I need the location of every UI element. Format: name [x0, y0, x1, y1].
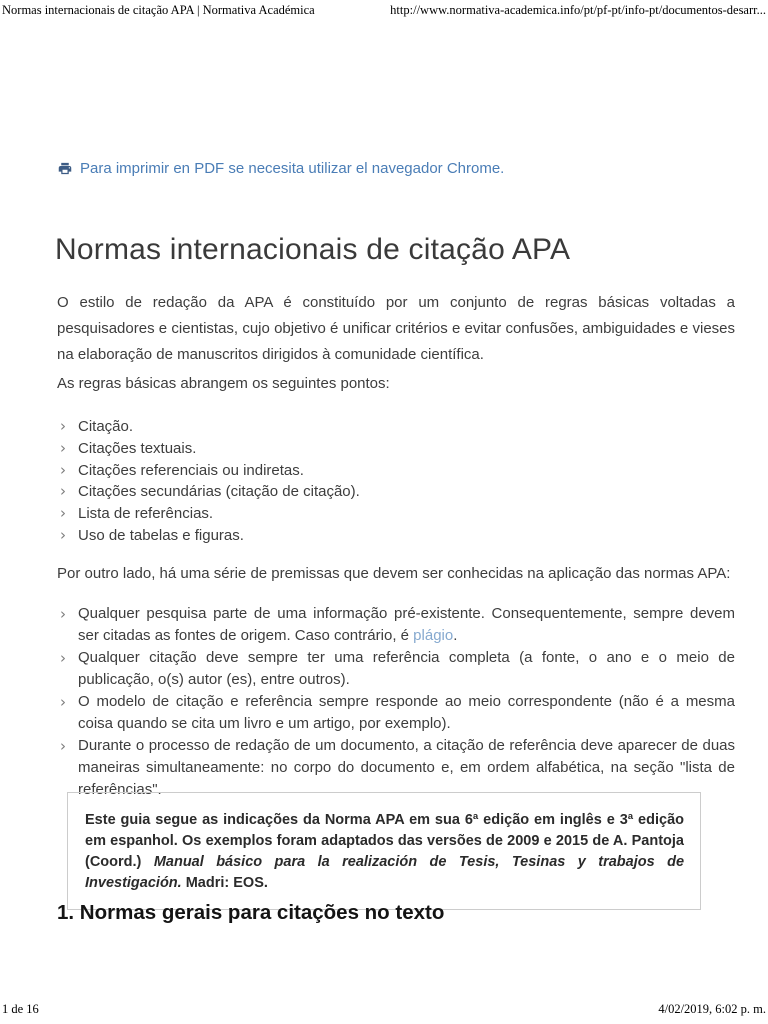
note-text: Este guia segue as indicações da Norma APA em sua 6ª edição em inglês e 3ª edição em espanhol. Os exemplos foram adaptados das versões de 2009 e 2015 de A. Pantoja (Coord.)	[85, 812, 684, 870]
list-item-text: Citação.	[78, 418, 134, 435]
chevron-right-icon: ›	[60, 605, 66, 623]
list-item-text: Citações secundárias (citação de citação).	[78, 483, 360, 501]
note-book-title: Manual básico para la realización de Tesis, Tesinas y trabajos de Investigación.	[85, 854, 685, 891]
list-item	[57, 481, 735, 503]
list-item-text: Qualquer pesquisa parte de uma informação pré-existente. Consequentemente, sempre devem ser citadas as fontes de origem. Caso contrário, é	[78, 605, 735, 644]
list-item	[57, 525, 735, 547]
list-item	[57, 691, 735, 735]
print-datetime: 4/02/2019, 6:02 p. m.	[658, 1002, 766, 1016]
list-item-text: Qualquer citação deve sempre ter uma referência completa (a fonte, o ano e o meio de publicação, o(s) autor (es), entre outros).	[78, 649, 735, 688]
list-item-text: Lista de referências.	[78, 505, 214, 523]
intro-paragraph: O estilo de redação da APA é constituído por um conjunto de regras básicas voltadas a pesquisadores e cientistas, cujo objetivo é unificar critérios e evitar confusões, ambiguidades e vieses na elaboração de manuscritos dirigidos à comunidade científica.	[57, 294, 735, 363]
print-notice	[57, 160, 504, 177]
chevron-right-icon: ›	[60, 504, 66, 523]
list-item-text: Citações referenciais ou indiretas.	[78, 461, 304, 479]
list-item	[57, 460, 735, 482]
edition-note-box	[67, 792, 701, 910]
premises-list	[57, 603, 735, 801]
chevron-right-icon: ›	[60, 482, 66, 501]
print-notice-link[interactable]: Para imprimir en PDF se necesita utilizar el navegador Chrome.	[80, 160, 505, 177]
chevron-right-icon: ›	[60, 417, 66, 435]
chevron-right-icon: ›	[60, 525, 66, 544]
list-item	[57, 416, 735, 438]
chevron-right-icon: ›	[60, 649, 66, 667]
list-item	[57, 438, 735, 460]
points-intro-paragraph: As regras básicas abrangem os seguintes pontos:	[57, 375, 390, 392]
list-item	[57, 603, 735, 647]
premises-intro-paragraph: Por outro lado, há uma série de premissas que devem ser conhecidas na aplicação das normas APA:	[57, 565, 731, 582]
chevron-right-icon: ›	[60, 737, 66, 755]
print-header	[2, 3, 766, 18]
plagio-link[interactable]: plágio	[413, 627, 454, 644]
chevron-right-icon: ›	[60, 438, 66, 457]
print-footer	[2, 1002, 766, 1017]
chevron-right-icon: ›	[60, 693, 66, 711]
list-item-text: .	[453, 627, 458, 644]
points-list	[57, 416, 735, 547]
chevron-right-icon: ›	[60, 460, 66, 479]
printer-icon	[57, 161, 73, 176]
list-item-text: Citações textuais.	[78, 439, 197, 457]
page-title: Normas internacionais de citação APA	[55, 233, 571, 266]
document-url: http://www.normativa-academica.info/pt/pf-pt/info-pt/documentos-desarr...	[390, 3, 766, 17]
note-text: Madri: EOS.	[181, 875, 268, 891]
list-item-text: O modelo de citação e referência sempre responde ao meio correspondente (não é a mesma coisa quando se cita um livro e um artigo, por exemplo).	[78, 693, 735, 732]
section-1-heading: 1. Normas gerais para citações no texto	[57, 901, 445, 924]
list-item-text: Uso de tabelas e figuras.	[78, 526, 244, 544]
list-item-text: Durante o processo de redação de um documento, a citação de referência deve aparecer de duas maneiras simultaneamente: no corpo do documento e, em ordem alfabética, na seção "lista de referências".	[78, 737, 735, 798]
list-item	[57, 647, 735, 691]
list-item	[57, 503, 735, 525]
document-title: Normas internacionais de citação APA | Normativa Académica	[2, 3, 315, 17]
page-number: 1 de 16	[2, 1002, 39, 1016]
